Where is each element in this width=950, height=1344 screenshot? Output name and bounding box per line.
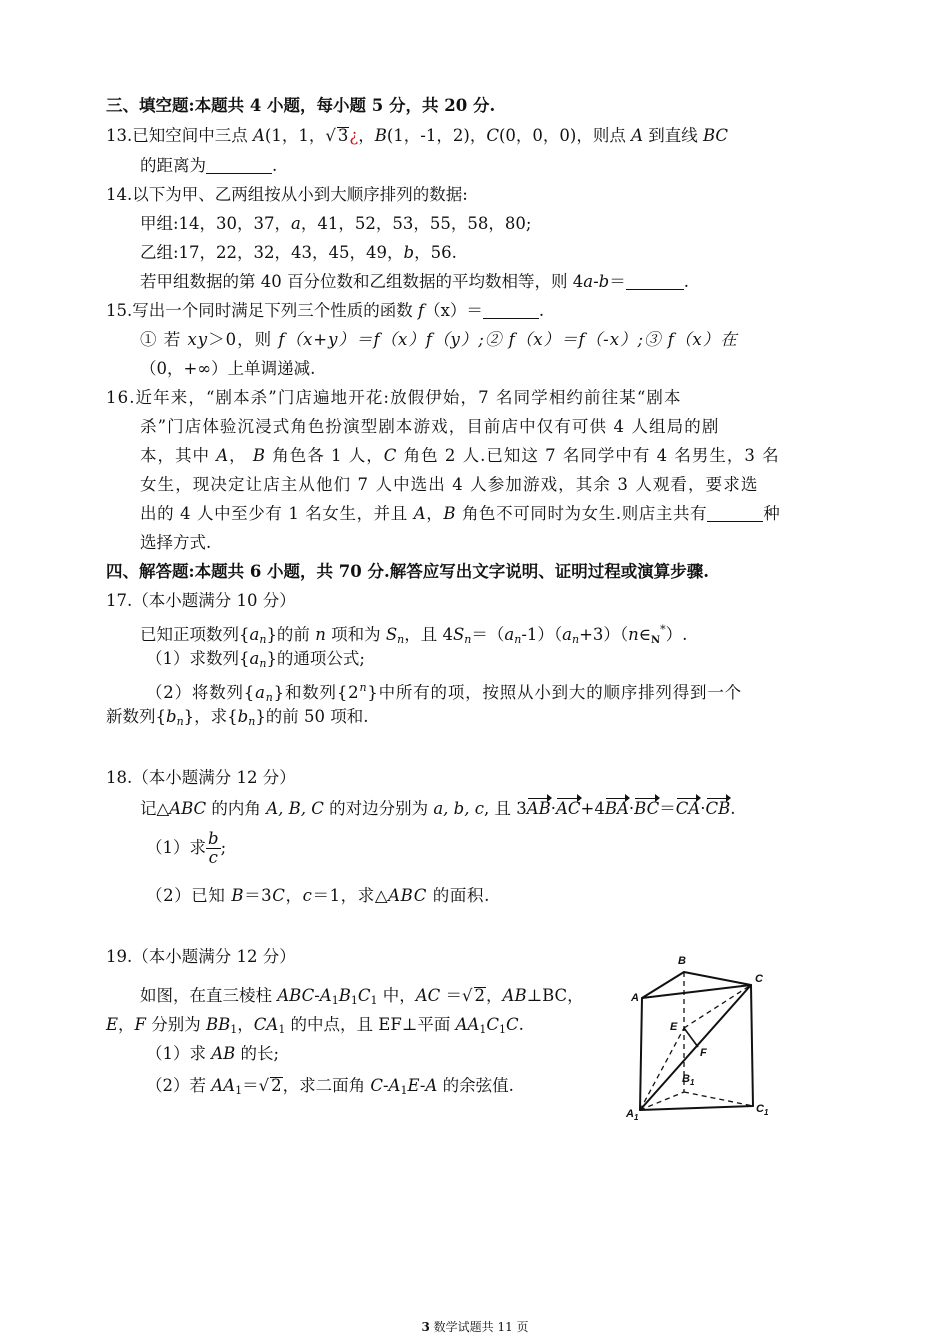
var: ABC: [169, 799, 207, 818]
subscript: n: [259, 633, 267, 646]
text: （1）求: [146, 1044, 212, 1063]
var: F: [134, 1015, 146, 1034]
text: ，: [118, 1015, 135, 1034]
var: E-A: [407, 1076, 438, 1095]
text: ，: [426, 504, 444, 523]
text: -1）（: [521, 625, 563, 644]
var: BC: [703, 126, 729, 145]
text: 18.（本小题满分 12 分）: [106, 768, 296, 787]
var: AA: [455, 1015, 480, 1034]
edge-B1C1: [684, 1092, 753, 1106]
text: }的前: [266, 625, 316, 644]
var: A: [631, 126, 643, 145]
text: 角色 2 人.已知这 7 名同学中有 4 名男生，3 名: [397, 446, 780, 465]
question-15-line-1: [106, 299, 544, 323]
text: （2）将数列{: [146, 683, 256, 702]
subscript: n: [265, 691, 274, 704]
answer-blank[interactable]: [707, 505, 763, 522]
answer-blank[interactable]: [206, 157, 272, 174]
text: }和数列{2: [273, 683, 360, 702]
var: BB: [206, 1015, 231, 1034]
var: C: [272, 886, 286, 905]
var: b: [403, 243, 415, 262]
edge-A1B1: [640, 1092, 684, 1110]
text: 本，其中: [140, 446, 217, 465]
text: ＞0，则: [208, 330, 279, 349]
text: ，41，52，53，55，58，80;: [300, 214, 532, 233]
question-number: 16.: [106, 388, 136, 407]
var: a: [504, 625, 515, 644]
var: A: [413, 504, 427, 523]
text: 的内角: [206, 799, 267, 818]
subscript: 1: [499, 1023, 507, 1036]
dot: ·: [550, 799, 556, 818]
text: 分别为: [146, 1015, 206, 1034]
question-15-line-3: [140, 357, 315, 381]
var: n: [315, 625, 326, 644]
text: 项和为: [325, 625, 386, 644]
text: 女生，现决定让店主从他们 7 人中选出 4 人参加游戏，其余 3 人观看，要求选: [140, 475, 759, 494]
edge-CC1: [751, 985, 753, 1106]
text: 出的 4 人中至少有 1 名女生，并且: [140, 504, 414, 523]
var: ABC-A: [277, 986, 332, 1005]
text: 近年来，“剧本杀”门店遍地开花:放假伊始，7 名同学相约前往某“剧本: [135, 388, 682, 407]
var: ABC: [388, 886, 427, 905]
diagonal-A1C: [640, 985, 751, 1110]
text: ，: [358, 126, 375, 145]
numerator: b: [208, 829, 219, 848]
var: A: [216, 446, 230, 465]
edge-A1C1: [640, 1106, 753, 1110]
text: 的中点，且 EF⊥平面: [285, 1015, 456, 1034]
var: AA: [211, 1076, 236, 1095]
var: a: [291, 214, 301, 233]
label-A1: $A_1$: [626, 1108, 639, 1120]
answer-blank[interactable]: [483, 302, 539, 319]
segment-EF: [684, 1028, 698, 1047]
text: .: [730, 799, 736, 818]
label-B1: $B_1$: [682, 1073, 695, 1087]
vector-CA: CA: [676, 797, 701, 821]
text: .: [272, 156, 278, 175]
question-14-condition: [140, 270, 689, 294]
var: C: [357, 986, 371, 1005]
text: 乙组:17，22，32，43，45，49，: [140, 243, 404, 262]
vector-AB: AB: [527, 797, 551, 821]
text: }中所有的项，按照从小到大的顺序排列得到一个: [367, 683, 742, 702]
text: -: [593, 272, 599, 291]
text: ，求二面角: [282, 1076, 371, 1095]
section-four-title: [106, 560, 709, 584]
var: xy: [187, 330, 209, 349]
text: ＝1，求△: [312, 886, 389, 905]
var: b: [237, 707, 249, 726]
text: （1）求: [146, 838, 206, 857]
text: （2）若: [146, 1076, 212, 1095]
var: C: [486, 126, 499, 145]
text: ＝3: [244, 886, 273, 905]
question-16-line-3: [140, 444, 780, 468]
text: ＝（: [471, 625, 505, 644]
text: }，求{: [183, 707, 238, 726]
text: .: [538, 301, 545, 320]
var: a: [249, 649, 260, 668]
text: ，且 4: [404, 625, 453, 644]
question-18-line-1: [140, 797, 736, 821]
text: 写出一个同时满足下列三个性质的函数: [132, 301, 418, 320]
text: 角色各 1 人，: [266, 446, 384, 465]
text: ，56.: [414, 243, 457, 262]
question-18-part-1: [146, 830, 226, 867]
subscript: 1: [350, 994, 358, 1007]
var: AB: [502, 986, 527, 1005]
text: ，: [229, 446, 253, 465]
text: （1）求数列{: [146, 649, 250, 668]
text: .: [683, 272, 689, 291]
text: 17.（本小题满分 10 分）: [106, 591, 296, 610]
var: B: [231, 886, 245, 905]
var: CA: [253, 1015, 279, 1034]
question-13-line-1: [106, 124, 728, 148]
subscript: 1: [331, 994, 339, 1007]
question-19-part-1: [146, 1042, 279, 1066]
text: 到直线: [643, 126, 703, 145]
var: A, B, C: [266, 799, 324, 818]
label-A: A: [631, 992, 639, 1004]
label-F: F: [700, 1047, 707, 1059]
text: ）.: [665, 625, 688, 644]
label-E: E: [670, 1021, 678, 1033]
var: AC: [415, 986, 441, 1005]
var: a, b, c: [433, 799, 484, 818]
footer-text: 数学试题共 11 页: [433, 1320, 529, 1334]
subscript: 1: [479, 1023, 487, 1036]
subscript: n: [514, 633, 522, 646]
sqrt-radicand: 2: [474, 986, 486, 1005]
subscript: N: [651, 635, 661, 646]
var: b: [598, 272, 610, 291]
sqrt-radicand: 2: [271, 1076, 282, 1095]
vector-BC: BC: [634, 797, 659, 821]
question-19-line-2: [106, 1013, 524, 1042]
label-C1: $C_1$: [756, 1103, 769, 1117]
top-face: [642, 972, 751, 998]
sqrt-symbol: √: [325, 126, 336, 145]
text: 种: [763, 504, 781, 523]
question-number: 14.: [106, 185, 133, 204]
var: B: [252, 446, 267, 465]
text: 记△: [140, 799, 170, 818]
question-14-group-b: [140, 241, 457, 265]
var: S: [452, 625, 465, 644]
superscript: n: [359, 681, 368, 694]
section-three-title-text: 三、填空题:本题共 4 小题，每小题 5 分，共 20 分.: [106, 96, 496, 115]
sqrt-symbol: √: [258, 1076, 270, 1095]
question-17-header: [106, 589, 296, 613]
text: 已知空间中三点: [132, 126, 253, 145]
question-16-line-4: [140, 473, 758, 497]
subscript: 1: [278, 1023, 286, 1036]
question-13-line-2: [140, 154, 277, 178]
vector-CB: CB: [706, 797, 731, 821]
var: B: [374, 126, 387, 145]
label-C: C: [755, 973, 763, 985]
text: （0，+∞）上单调递减.: [140, 359, 316, 378]
text: ① 若: [140, 330, 188, 349]
var: a: [255, 683, 266, 702]
answer-blank[interactable]: [626, 273, 684, 290]
var: a: [583, 272, 594, 291]
text: ;: [220, 838, 227, 857]
prism-figure: [618, 950, 788, 1120]
text: ＝: [609, 272, 626, 291]
subscript: 1: [370, 994, 378, 1007]
superscript: *: [660, 623, 666, 636]
text: 如图，在直三棱柱: [140, 986, 278, 1005]
text: 若甲组数据的第 40 百分位数和乙组数据的平均数相等，则 4: [140, 272, 584, 291]
question-17-part-2-cont: [106, 705, 369, 734]
text: 杀”门店体验沉浸式角色扮演型剧本游戏，目前店中仅有可供 4 人组局的剧: [140, 417, 720, 436]
denominator: c: [208, 848, 218, 867]
question-14-group-a: [140, 212, 531, 236]
section-three-title: [106, 94, 495, 118]
subscript: n: [572, 633, 580, 646]
var: S: [385, 625, 398, 644]
text: 已知正项数列{: [140, 625, 250, 644]
text: 选择方式.: [140, 533, 212, 552]
text: .: [518, 1015, 524, 1034]
question-16-line-1: [106, 386, 682, 410]
question-number: 15.: [106, 301, 133, 320]
text: n∈: [628, 625, 652, 644]
var: a: [249, 625, 260, 644]
vector-AC: AC: [556, 797, 581, 821]
subscript: n: [259, 657, 267, 670]
text: 19.（本小题满分 12 分）: [106, 947, 296, 966]
text: +4: [580, 799, 605, 818]
question-15-line-2: [140, 328, 738, 352]
text: 以下为甲、乙两组按从小到大顺序排列的数据:: [132, 185, 468, 204]
page-number: 3: [421, 1320, 430, 1334]
page-footer: [0, 1318, 950, 1335]
text: 甲组:14，30，37，: [140, 214, 292, 233]
text: f（x+y）＝f（x）f（y）;② f（x）＝f（-x）;③ f（x）在: [278, 330, 738, 349]
text: ⊥BC，: [526, 986, 584, 1005]
question-19-line-1: [140, 984, 584, 1013]
var: C: [486, 1015, 500, 1034]
text: (0，0，0)，则点: [498, 126, 632, 145]
sqrt-symbol: √: [462, 986, 473, 1005]
subscript: 1: [400, 1084, 408, 1097]
text: （2）已知: [146, 886, 232, 905]
dot: ·: [628, 799, 635, 818]
var: b: [166, 707, 177, 726]
text: 的长;: [235, 1044, 280, 1063]
var: f: [418, 301, 425, 320]
question-16-line-5: [140, 502, 780, 526]
text: 的对边分别为: [323, 799, 434, 818]
text: , 且 3: [483, 799, 527, 818]
question-number: 13.: [106, 126, 133, 145]
subscript: 1: [235, 1084, 243, 1097]
var: E: [106, 1015, 119, 1034]
text: （x）＝: [424, 301, 483, 320]
question-18-part-2: [146, 884, 490, 908]
text: ，: [237, 1015, 254, 1034]
text: 新数列{: [106, 707, 166, 726]
var: AB: [211, 1044, 236, 1063]
text: }的前 50 项和.: [255, 707, 369, 726]
var: B: [443, 504, 457, 523]
text: }的通项公式;: [266, 649, 365, 668]
text: ＝: [659, 799, 676, 818]
question-17-part-1: [146, 647, 365, 676]
text: 的距离为: [140, 156, 206, 175]
var: C: [383, 446, 398, 465]
question-19-part-2: [146, 1074, 514, 1103]
label-B: B: [678, 955, 686, 967]
text: 中，: [377, 986, 416, 1005]
var: C-A: [370, 1076, 401, 1095]
text: +3）（: [579, 625, 629, 644]
question-18-header: [106, 766, 296, 790]
subscript: n: [176, 715, 184, 728]
glitch-char: ¿: [349, 126, 359, 145]
question-16-line-6: [140, 531, 211, 555]
var: a: [562, 625, 572, 644]
var: A: [253, 126, 265, 145]
text: ＝: [242, 1076, 259, 1095]
text: 的面积.: [426, 886, 490, 905]
text: 角色不可同时为女生.则店主共有: [456, 504, 708, 523]
question-19-header: [106, 945, 296, 969]
section-four-title-text: 四、解答题:本题共 6 小题，共 70 分.解答应写出文字说明、证明过程或演算步骤.: [106, 562, 709, 581]
var: B: [338, 986, 351, 1005]
dot: ·: [700, 799, 706, 818]
subscript: n: [464, 633, 472, 646]
subscript: n: [248, 715, 256, 728]
question-16-line-2: [140, 415, 719, 439]
question-14-line-1: [106, 183, 468, 207]
vector-BA: BA: [605, 797, 629, 821]
subscript: n: [397, 633, 405, 646]
text: (1，1，: [264, 126, 326, 145]
text: ，: [285, 886, 303, 905]
text: ，: [486, 986, 503, 1005]
subscript: 1: [230, 1023, 238, 1036]
sqrt-radicand: 3: [337, 126, 349, 145]
text: 的余弦值.: [437, 1076, 514, 1095]
text: ＝: [440, 986, 463, 1005]
edge-AA1: [640, 998, 642, 1110]
var: c: [302, 886, 313, 905]
var: C: [506, 1015, 519, 1034]
text: (1，-1，2)，: [386, 126, 487, 145]
fraction-b-over-c: [206, 830, 221, 867]
